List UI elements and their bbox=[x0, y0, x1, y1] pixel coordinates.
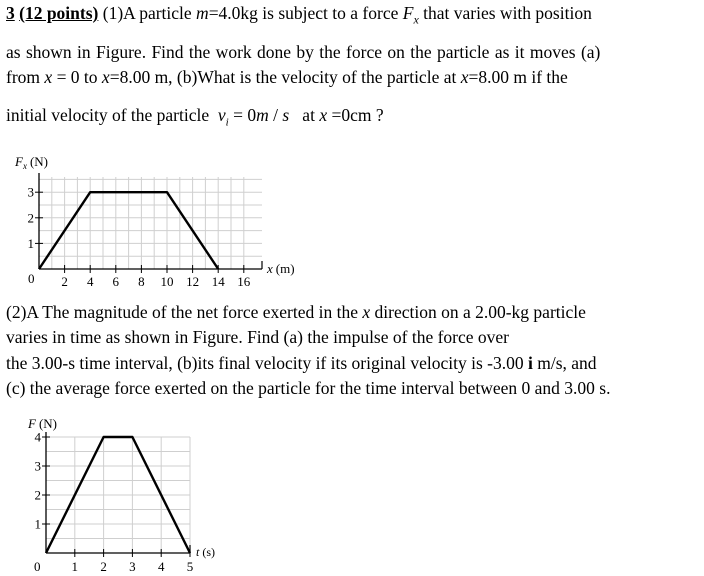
part1-line2: as shown in Figure. Find the work done by the force on the particle as it moves (a) bbox=[6, 42, 601, 62]
l3-text-b: = 0 to bbox=[56, 67, 98, 87]
l4-v-sub: i bbox=[225, 116, 229, 129]
part2-line1 bbox=[6, 304, 586, 322]
chart2-xlabel: t (s) bbox=[196, 545, 216, 559]
c1-xtick-label: 8 bbox=[138, 274, 145, 289]
l3-text-a: from bbox=[6, 67, 41, 87]
chart2-grid bbox=[46, 437, 190, 553]
c2-ytick-label: 1 bbox=[34, 516, 41, 532]
problem-number: 3 bbox=[6, 3, 15, 23]
c2-xtick-label: 2 bbox=[100, 559, 107, 574]
problem-points: (12 points) bbox=[19, 3, 99, 23]
l4-slash: / bbox=[273, 105, 278, 125]
chart1-origin-label: 0 bbox=[28, 271, 35, 286]
part1-label: (1)A particle bbox=[102, 3, 192, 23]
c1-xtick-label: 4 bbox=[86, 274, 94, 289]
c1-xtick-label: 16 bbox=[237, 274, 251, 289]
l3-x2: x bbox=[101, 67, 110, 87]
p2-l3-i: i bbox=[527, 353, 533, 373]
chart1-xlabel: x (m) bbox=[267, 261, 295, 276]
force-position-chart bbox=[0, 150, 320, 295]
problem-header-line bbox=[6, 5, 592, 26]
l3-x1: x bbox=[44, 67, 53, 87]
l4-m: m bbox=[256, 105, 269, 125]
c2-ytick-label: 4 bbox=[34, 429, 41, 445]
force-tail: that varies with position bbox=[423, 3, 592, 23]
c2-xtick-label: 3 bbox=[129, 559, 136, 574]
c1-xtick-label: 12 bbox=[186, 274, 200, 289]
chart2-axes bbox=[46, 432, 190, 553]
part1-line4 bbox=[6, 107, 384, 129]
l4-s: s bbox=[282, 105, 290, 125]
p2-l1-a: (2)A The magnitude of the net force exerted in the bbox=[6, 302, 358, 322]
l3-x3: x bbox=[460, 67, 469, 87]
l4-v: v bbox=[217, 105, 226, 125]
c1-xtick-label: 14 bbox=[211, 274, 225, 289]
l4-x: x bbox=[319, 105, 328, 125]
part2-line3 bbox=[6, 355, 597, 373]
c1-xtick-label: 2 bbox=[61, 274, 68, 289]
p2-l1-b: direction on a 2.00-kg particle bbox=[374, 302, 586, 322]
c2-ytick-label: 2 bbox=[34, 487, 41, 503]
l4-text-c: =0cm ? bbox=[331, 105, 384, 125]
p2-l3-b: m/s, and bbox=[537, 353, 597, 373]
force-variable: F bbox=[402, 3, 414, 23]
chart1-grid bbox=[39, 177, 262, 269]
p2-l3-a: the 3.00-s time interval, (b)its final velocity if its original velocity is -3.00 bbox=[6, 353, 524, 373]
part1-line3 bbox=[6, 69, 568, 87]
part2-line2: varies in time as shown in Figure. Find (a) the impulse of the force over bbox=[6, 327, 510, 347]
c1-xtick-label: 10 bbox=[160, 274, 174, 289]
force-time-chart bbox=[0, 412, 240, 576]
l3-text-c: =8.00 m, (b)What is the velocity of the particle at bbox=[109, 67, 457, 87]
c2-ytick-label: 3 bbox=[34, 458, 41, 474]
mass-value: =4.0kg is subject to a force bbox=[208, 3, 399, 23]
chart2-origin-label: 0 bbox=[34, 559, 41, 574]
c2-xtick-label: 5 bbox=[186, 559, 194, 574]
c1-ytick-label: 3 bbox=[27, 184, 34, 200]
l4-text-a: initial velocity of the particle bbox=[6, 105, 210, 125]
l4-eq: = 0 bbox=[233, 105, 257, 125]
force-subscript: x bbox=[413, 12, 419, 27]
l4-text-b: at bbox=[302, 105, 315, 125]
c2-xtick-label: 1 bbox=[71, 559, 79, 574]
l3-text-d: =8.00 m if the bbox=[468, 67, 568, 87]
p2-l1-x: x bbox=[362, 302, 371, 322]
c1-xtick-label: 6 bbox=[112, 274, 120, 289]
c1-ytick-label: 1 bbox=[27, 235, 34, 251]
chart1-ylabel: $F_x$ (N) bbox=[15, 154, 48, 171]
part2-line4: (c) the average force exerted on the particle for the time interval between 0 and 3.00 s. bbox=[6, 378, 611, 398]
c1-ytick-label: 2 bbox=[27, 210, 34, 226]
c2-xtick-label: 4 bbox=[157, 559, 165, 574]
chart1-axes bbox=[39, 173, 262, 269]
mass-variable: m bbox=[196, 3, 209, 23]
chart2-ylabel: F (N) bbox=[28, 416, 57, 431]
